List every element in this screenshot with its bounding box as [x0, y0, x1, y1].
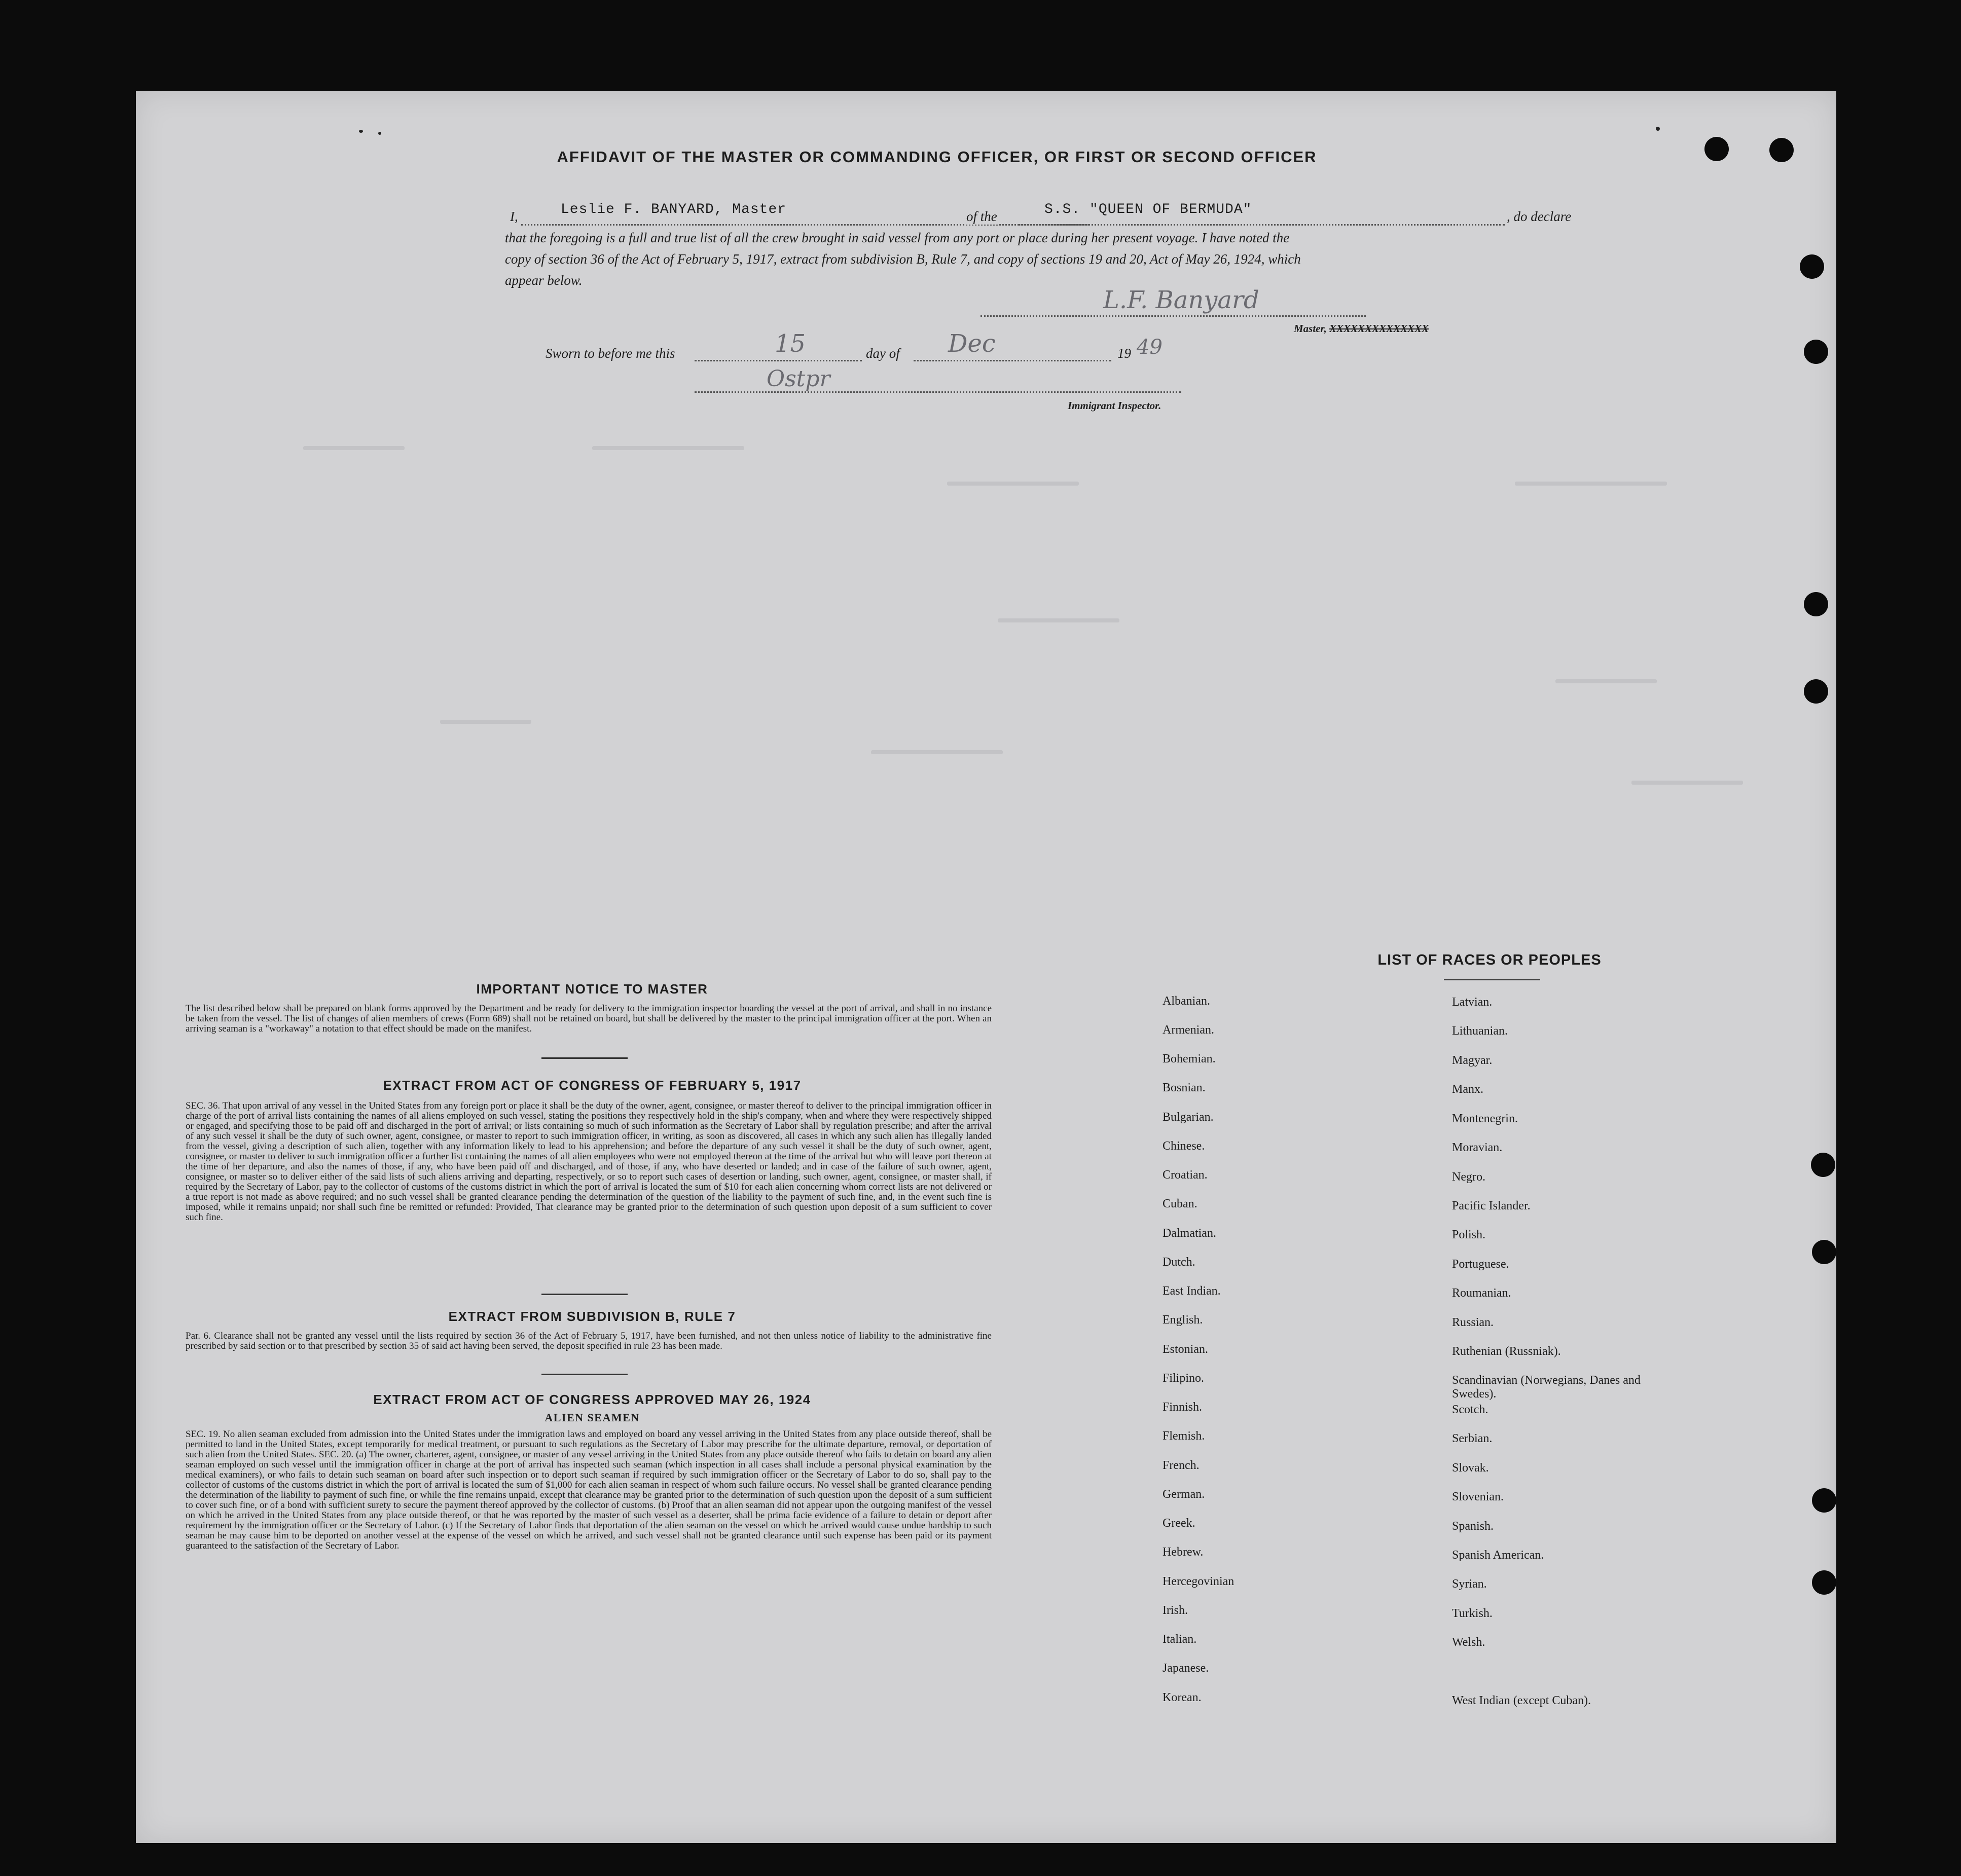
race-item: Bosnian.: [1163, 1081, 1206, 1094]
sworn-day: 15: [775, 329, 806, 358]
race-item: Flemish.: [1163, 1429, 1205, 1443]
struck-officer-label: XXXXXXXXXXXXXX: [1329, 322, 1429, 335]
extract-1924-subtitle: ALIEN SEAMEN: [544, 1411, 640, 1424]
race-item: Italian.: [1163, 1633, 1197, 1646]
race-item: Cuban.: [1163, 1197, 1197, 1210]
notice-title: IMPORTANT NOTICE TO MASTER: [476, 981, 708, 997]
race-item: Pacific Islander.: [1452, 1199, 1531, 1212]
race-item: Lithuanian.: [1452, 1024, 1508, 1038]
year-suffix: 49: [1137, 336, 1163, 359]
master-signature: L.F. Banyard: [1103, 286, 1259, 314]
race-item: Greek.: [1163, 1517, 1195, 1530]
bleed-through: [871, 750, 1003, 754]
race-item: East Indian.: [1163, 1284, 1221, 1298]
race-item: Roumanian.: [1452, 1286, 1511, 1300]
affidavit-of-the: of the: [964, 209, 999, 225]
extract-1924-title: EXTRACT FROM ACT OF CONGRESS APPROVED MAY 26, 1924: [373, 1392, 811, 1407]
punch-hole: [1800, 254, 1824, 279]
extract-1924-text: SEC. 19. No alien seaman excluded from admission into the United States under the immigration laws and employed on board any vessel arriving in the United States from any place outside thereof, shall be permitted to land in the United States, except temporarily for medical treatment, or pursuant to such regulations as the Secretary of Labor may prescribe for the ultimate departure, removal, or deportation of such alien from the United States. SEC. 20. (a) The owner, charterer, agent, consignee, or master of any vessel arriving in the United States from any place outside thereof who fails to detain on board any alien seaman employed on such vessel until the immigration officer in charge at the port of arrival has inspected such seaman (which inspection in all cases shall include a personal physical examination by the medical examiners), or who fails to detain such seaman on board after such inspection or to deport such seaman if required by such immigration officer or the Secretary of Labor to do so, shall pay to the collector of customs of the customs district in which the port of arrival is located the sum of $1,000 for each alien seaman in respect of whom such failure occurs. No vessel shall be granted clearance pending the determination of the liability to payment of such fine, or while the fine remains unpaid, except that clearance may be granted prior to the determination of such question upon the deposit of a sum sufficient to cover such fine, or of a bond with sufficient surety to secure the payment thereof approved by the collector of customs. (b) Proof that an alien seaman did not appear upon the outgoing manifest of the vessel on which he arrived in the United States from any place outside thereof, or that he was reported by the master of such vessel as a deserter, shall be prima facie evidence of a failure to detain or deport after requirement by the immigration officer or the Secretary of Labor. (c) If the Secretary of Labor finds that deportation of the alien seaman on the vessel on which he arrived would cause undue hardship to such seaman he may cause him to be deported on another vessel at the expense of the vessel on which he arrived, and such vessel shall not be granted clearance until such expense has been paid or its payment guaranteed to the satisfaction of the Secretary of Labor.: [186, 1429, 992, 1551]
day-of-label: day of: [866, 346, 900, 361]
race-item: Latvian.: [1452, 996, 1493, 1009]
race-item: Bohemian.: [1163, 1052, 1216, 1065]
inspector-signature-line: [695, 391, 1181, 393]
master-name-line: [521, 224, 1089, 226]
race-item: Finnish.: [1163, 1401, 1203, 1414]
race-item: Hercegovinian: [1163, 1575, 1234, 1588]
inspector-signature: Ostpr: [767, 366, 830, 392]
speck: [378, 132, 381, 135]
race-item: Slovenian.: [1452, 1490, 1504, 1503]
year-prefix: 19: [1117, 346, 1131, 361]
race-item: Scotch.: [1452, 1403, 1488, 1416]
race-item: French.: [1163, 1459, 1200, 1472]
punch-hole: [1812, 1570, 1836, 1595]
race-item: West Indian (except Cuban).: [1452, 1694, 1591, 1707]
vessel-name: S.S. "QUEEN OF BERMUDA": [1044, 202, 1252, 217]
notice-text: The list described below shall be prepared on blank forms approved by the Department and be ready for delivery to the immigration inspector boarding the vessel at the port of arrival, and shall in no instance be taken from the vessel. The list of changes of alien members of crews (Form 689) shall not be retained on board, but shall be delivered by the master to the principal immigration officer at the port. When an arriving seaman is a "workaway" a notation to that effect should be made on the manifest.: [186, 1003, 992, 1034]
race-item: Welsh.: [1452, 1636, 1485, 1649]
race-item: Japanese.: [1163, 1662, 1209, 1675]
punch-hole: [1804, 592, 1828, 616]
master-label: Master,: [1294, 322, 1330, 335]
race-item: Turkish.: [1452, 1607, 1493, 1620]
bleed-through: [303, 446, 405, 450]
race-item: Syrian.: [1452, 1577, 1487, 1591]
speck: [359, 130, 363, 133]
race-item: Ruthenian (Russniak).: [1452, 1345, 1561, 1358]
bleed-through: [998, 618, 1119, 622]
race-item: Chinese.: [1163, 1139, 1205, 1153]
affidavit-do-declare: , do declare: [1507, 209, 1572, 224]
bleed-through: [947, 482, 1079, 486]
section-divider: [541, 1294, 628, 1295]
race-item: Irish.: [1163, 1604, 1188, 1617]
sworn-day-line: [695, 360, 862, 361]
bleed-through: [1555, 679, 1657, 683]
race-item: Hebrew.: [1163, 1546, 1204, 1559]
race-item: Albanian.: [1163, 995, 1210, 1008]
master-name: Leslie F. BANYARD, Master: [561, 202, 787, 217]
race-item: Armenian.: [1163, 1023, 1214, 1037]
affidavit-title: AFFIDAVIT OF THE MASTER OR COMMANDING OFFICER, OR FIRST OR SECOND OFFICER: [557, 148, 1317, 166]
sworn-label: Sworn to before me this: [546, 346, 675, 361]
affidavit-line-4: appear below.: [505, 273, 583, 288]
race-item: Magyar.: [1452, 1054, 1493, 1067]
punch-hole: [1704, 137, 1729, 161]
affidavit-line-2: that the foregoing is a full and true list of all the crew brought in said vessel from any port or place during her present voyage. I have noted the: [505, 230, 1290, 245]
race-item: Montenegrin.: [1452, 1112, 1518, 1125]
punch-hole: [1804, 340, 1828, 364]
race-item: English.: [1163, 1313, 1203, 1327]
bleed-through: [592, 446, 744, 450]
punch-hole: [1769, 138, 1794, 162]
race-item: Dutch.: [1163, 1256, 1195, 1269]
race-item: Estonian.: [1163, 1343, 1208, 1356]
punch-hole: [1812, 1240, 1836, 1264]
race-item: Dalmatian.: [1163, 1227, 1216, 1240]
race-item: Spanish American.: [1452, 1549, 1544, 1562]
races-title: LIST OF RACES OR PEOPLES: [1377, 952, 1602, 968]
bleed-through: [440, 720, 531, 724]
extract-1917-text: SEC. 36. That upon arrival of any vessel in the United States from any foreign port or place it shall be the duty of the owner, agent, consignee, or master thereof to deliver to the principal immigration officer in charge of the port of arrival lists containing the names of all aliens employed on such vessel, stating the positions they respectively hold in the ship's company, when and where they were respectively shipped or engaged, and specifying those to be paid off and discharged in the port of arrival; or lists containing so much of such information as the Secretary of Labor shall by regulation prescribe; and after the arrival of any such vessel it shall be the duty of such owner, agent, consignee, or master to report to such immigration officer, in writing, as soon as discovered, all cases in which any such alien has illegally landed from the vessel, giving a description of such alien, together with any information likely to lead to his apprehension; and before the departure of any such vessel it shall be the duty of such owner, agent, consignee, or master to deliver to such immigration officer a further list containing the names of all alien employees who were not employed thereon at the time of the arrival but who will leave port thereon at the time of her departure, and also the names of those, if any, who have been paid off and discharged, and of those, if any, who have deserted or landed; and in case of the failure of such owner, agent, consignee, or master so to deliver either of the said lists of such aliens arriving and departing, respectively, or so to report such cases of desertion or landing, such owner, agent, consignee, or master shall, if required by the Secretary of Labor, pay to the collector of customs of the customs district in which the port of arrival is located the sum of $10 for each alien concerning whom correct lists are not delivered or a true report is not made as above required; and no such vessel shall be granted clearance pending the determination of the question of the liability to the payment of such fine, and, in the event such fine is imposed, while it remains unpaid; nor shall such fine be remitted or refunded: Provided, That clearance may be granted prior to the determination of such question upon deposit of a sum sufficient to cover such fine.: [186, 1100, 992, 1223]
affidavit-i-label: I,: [510, 209, 518, 224]
race-item: German.: [1163, 1488, 1205, 1501]
race-item: Korean.: [1163, 1691, 1202, 1704]
race-item: Scandinavian (Norwegians, Danes and Swedes).: [1452, 1374, 1641, 1401]
extract-1917-title: EXTRACT FROM ACT OF CONGRESS OF FEBRUARY 5, 1917: [383, 1078, 802, 1093]
bleed-through: [1515, 482, 1667, 486]
section-divider: [541, 1057, 628, 1059]
sworn-month: Dec: [948, 329, 996, 358]
race-item: Slovak.: [1452, 1461, 1489, 1475]
punch-hole: [1804, 679, 1828, 704]
inspector-label: Immigrant Inspector.: [1068, 399, 1161, 412]
bleed-through: [1631, 781, 1743, 785]
race-item: Polish.: [1452, 1228, 1486, 1241]
race-item: Negro.: [1452, 1170, 1485, 1184]
race-item: Filipino.: [1163, 1372, 1205, 1385]
race-item: Serbian.: [1452, 1432, 1493, 1445]
affidavit-line-3: copy of section 36 of the Act of February 5, 1917, extract from subdivision B, Rule 7, and copy of sections 19 and 20, Act of May 26, 1924, which: [505, 251, 1301, 267]
race-item: Spanish.: [1452, 1520, 1494, 1533]
master-signature-line: [980, 315, 1366, 317]
speck: [1656, 127, 1660, 131]
race-item: Croatian.: [1163, 1168, 1208, 1182]
punch-hole: [1811, 1153, 1835, 1177]
vessel-line: [1018, 224, 1505, 226]
race-item: Portuguese.: [1452, 1258, 1509, 1271]
race-item: Bulgarian.: [1163, 1111, 1214, 1124]
extract-rule7-title: EXTRACT FROM SUBDIVISION B, RULE 7: [448, 1309, 736, 1324]
races-title-underline: [1444, 979, 1540, 980]
race-item: Manx.: [1452, 1083, 1483, 1096]
race-item: Russian.: [1452, 1316, 1494, 1329]
race-item: Moravian.: [1452, 1141, 1503, 1154]
section-divider: [541, 1374, 628, 1375]
master-label-group: [1294, 322, 1429, 335]
sworn-month-line: [914, 360, 1111, 361]
punch-hole: [1812, 1488, 1836, 1513]
extract-rule7-text: Par. 6. Clearance shall not be granted any vessel until the lists required by section 36 of the Act of February 5, 1917, have been furnished, and not then unless notice of liability to the administrative fine prescribed by said section or to that prescribed by section 35 of said act having been served, the deposit specified in rule 23 has been made.: [186, 1331, 992, 1351]
document-page: [136, 91, 1836, 1843]
